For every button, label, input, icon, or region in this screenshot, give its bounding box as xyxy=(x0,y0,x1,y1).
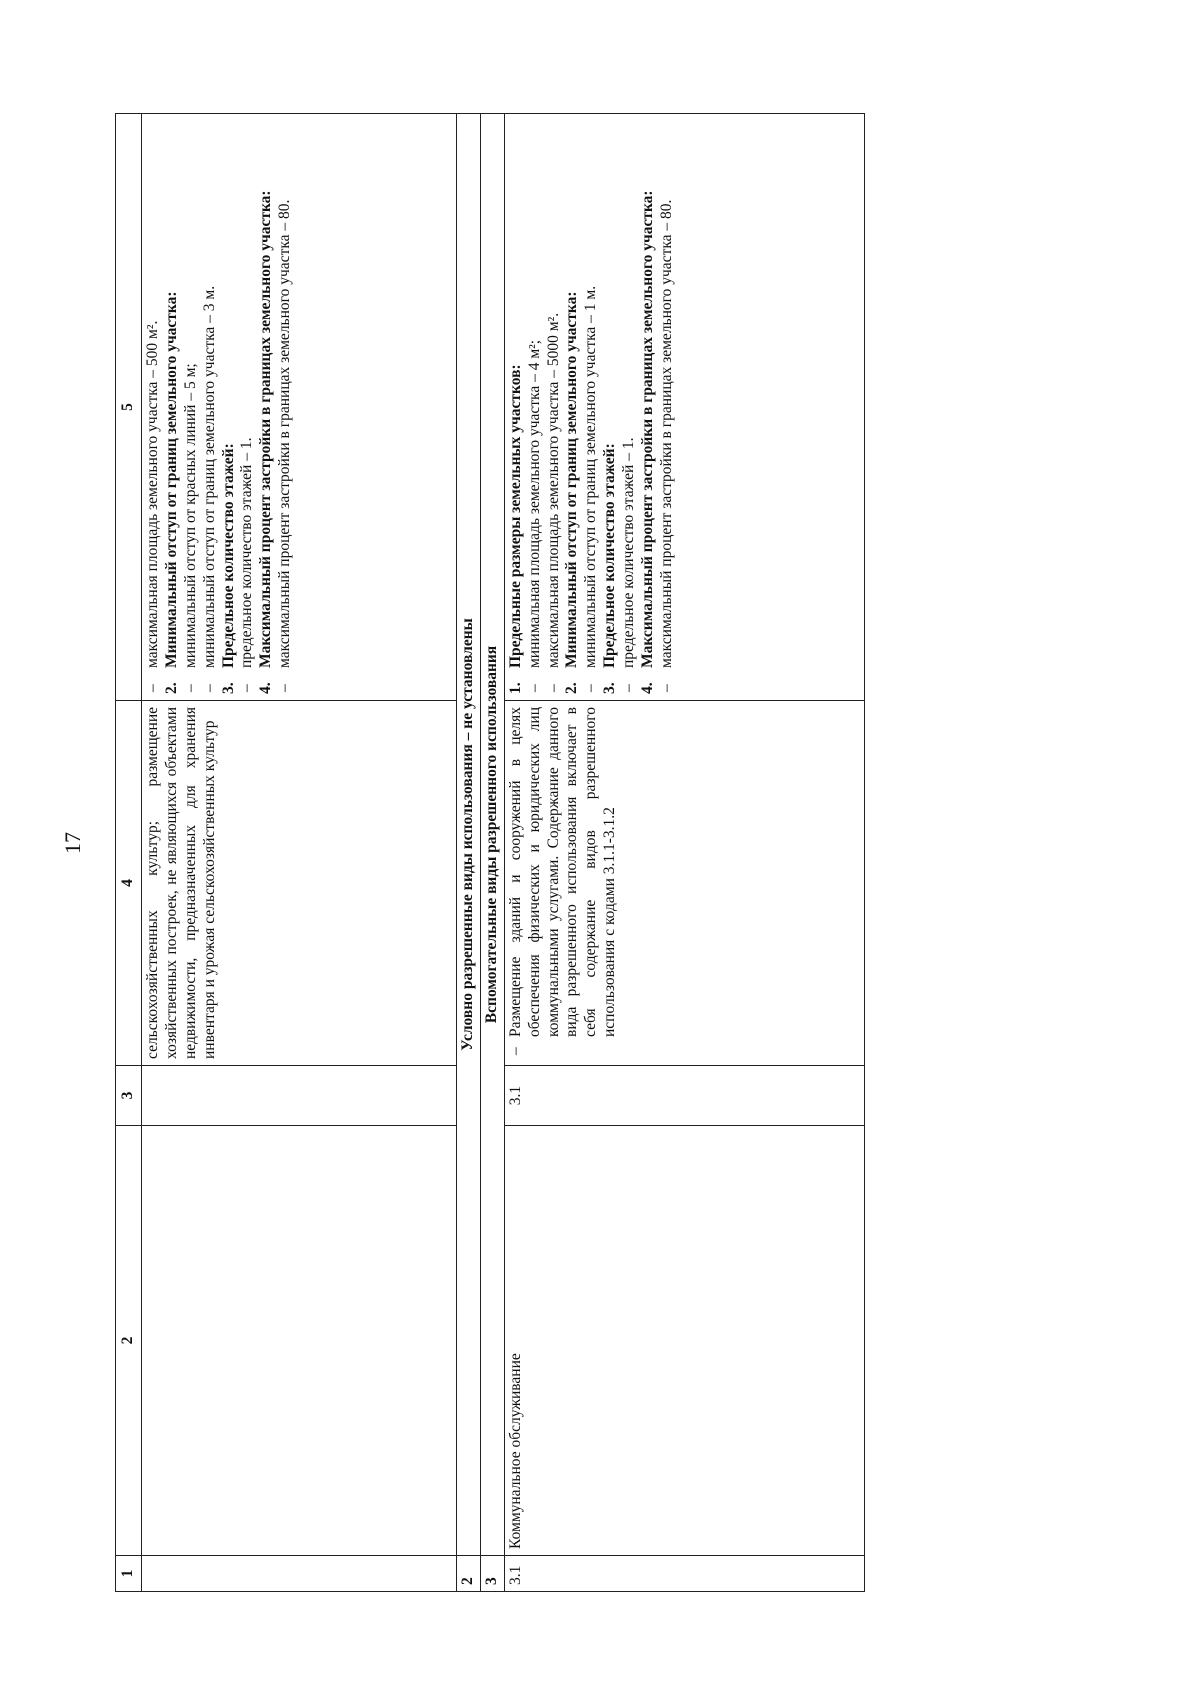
cell-parameters xyxy=(504,114,864,701)
list-item: – минимальный отступ от границ земельного участка – 1 м. xyxy=(582,120,601,694)
list-item: – минимальный отступ от красных линий – 5 м; xyxy=(182,120,201,694)
table-row-3-1 xyxy=(504,114,864,1592)
param-heading: 2. Минимальный отступ от границ земельного участка: xyxy=(563,291,581,694)
param-heading: 1. Предельные размеры земельных участков: xyxy=(506,364,524,694)
cell-description: – Размещение зданий и сооружений в целях обеспечения физических и юридических лиц коммунальными услугами. Содержание данного вида разрешенного использования включает в себя содержание видов разрешенного использования с кодами 3.1.1-3.1.2 xyxy=(504,701,864,1066)
table-row-continuation xyxy=(141,114,456,1592)
header-col-5: 5 xyxy=(116,114,142,701)
cell-col2 xyxy=(141,1126,456,1556)
list-item: – минимальная площадь земельного участка – 4 м²; xyxy=(526,120,545,694)
section-number: 2 xyxy=(456,1556,480,1592)
use-code: 3.1 xyxy=(504,1066,864,1126)
section-row-auxiliary xyxy=(480,114,504,1592)
section-row-conditional xyxy=(456,114,480,1592)
header-row xyxy=(116,114,142,1592)
list-item: – предельное количество этажей – 1. xyxy=(620,120,639,694)
list-item: – максимальный процент застройки в границах земельного участка – 80. xyxy=(658,120,677,694)
rotated-table-page xyxy=(115,114,882,1592)
section-number: 3 xyxy=(480,1556,504,1592)
cell-description: сельскохозяйственных культур; размещение хозяйственных построек, не являющихся объектами недвижимости, предназначенных для хранения инвентаря и урожая сельскохозяйственных культур xyxy=(141,701,456,1066)
param-heading: 3. Предельное количество этажей: xyxy=(601,443,619,694)
header-col-1: 1 xyxy=(116,1556,142,1592)
use-name: Коммунальное обслуживание xyxy=(504,1126,864,1556)
cell-col3 xyxy=(141,1066,456,1126)
header-col-3: 3 xyxy=(116,1066,142,1126)
param-heading: 4. Максимальный процент застройки в границах земельного участка: xyxy=(257,190,275,694)
list-item: – максимальная площадь земельного участка – 500 м². xyxy=(144,120,163,694)
cell-col1 xyxy=(141,1556,456,1592)
page-number: 17 xyxy=(60,832,85,854)
param-heading: 2. Минимальный отступ от границ земельного участка: xyxy=(162,291,180,694)
list-item: – минимальный отступ от границ земельного участка – 3 м. xyxy=(201,120,220,694)
list-item: – максимальный процент застройки в границах земельного участка – 80. xyxy=(276,120,295,694)
header-col-4: 4 xyxy=(116,701,142,1066)
param-heading: 3. Предельное количество этажей: xyxy=(219,443,237,694)
section-title: Вспомогательные виды разрешенного использования xyxy=(480,114,504,1556)
row-code: 3.1 xyxy=(504,1556,864,1592)
list-item: – предельное количество этажей – 1. xyxy=(238,120,257,694)
regulations-table xyxy=(115,113,865,1592)
list-item: – максимальная площадь земельного участка – 5000 м². xyxy=(545,120,564,694)
param-heading: 4. Максимальный процент застройки в границах земельного участка: xyxy=(639,190,657,694)
cell-parameters xyxy=(141,114,456,701)
header-col-2: 2 xyxy=(116,1126,142,1556)
section-title: Условно разрешенные виды использования – не установлены xyxy=(456,114,480,1556)
